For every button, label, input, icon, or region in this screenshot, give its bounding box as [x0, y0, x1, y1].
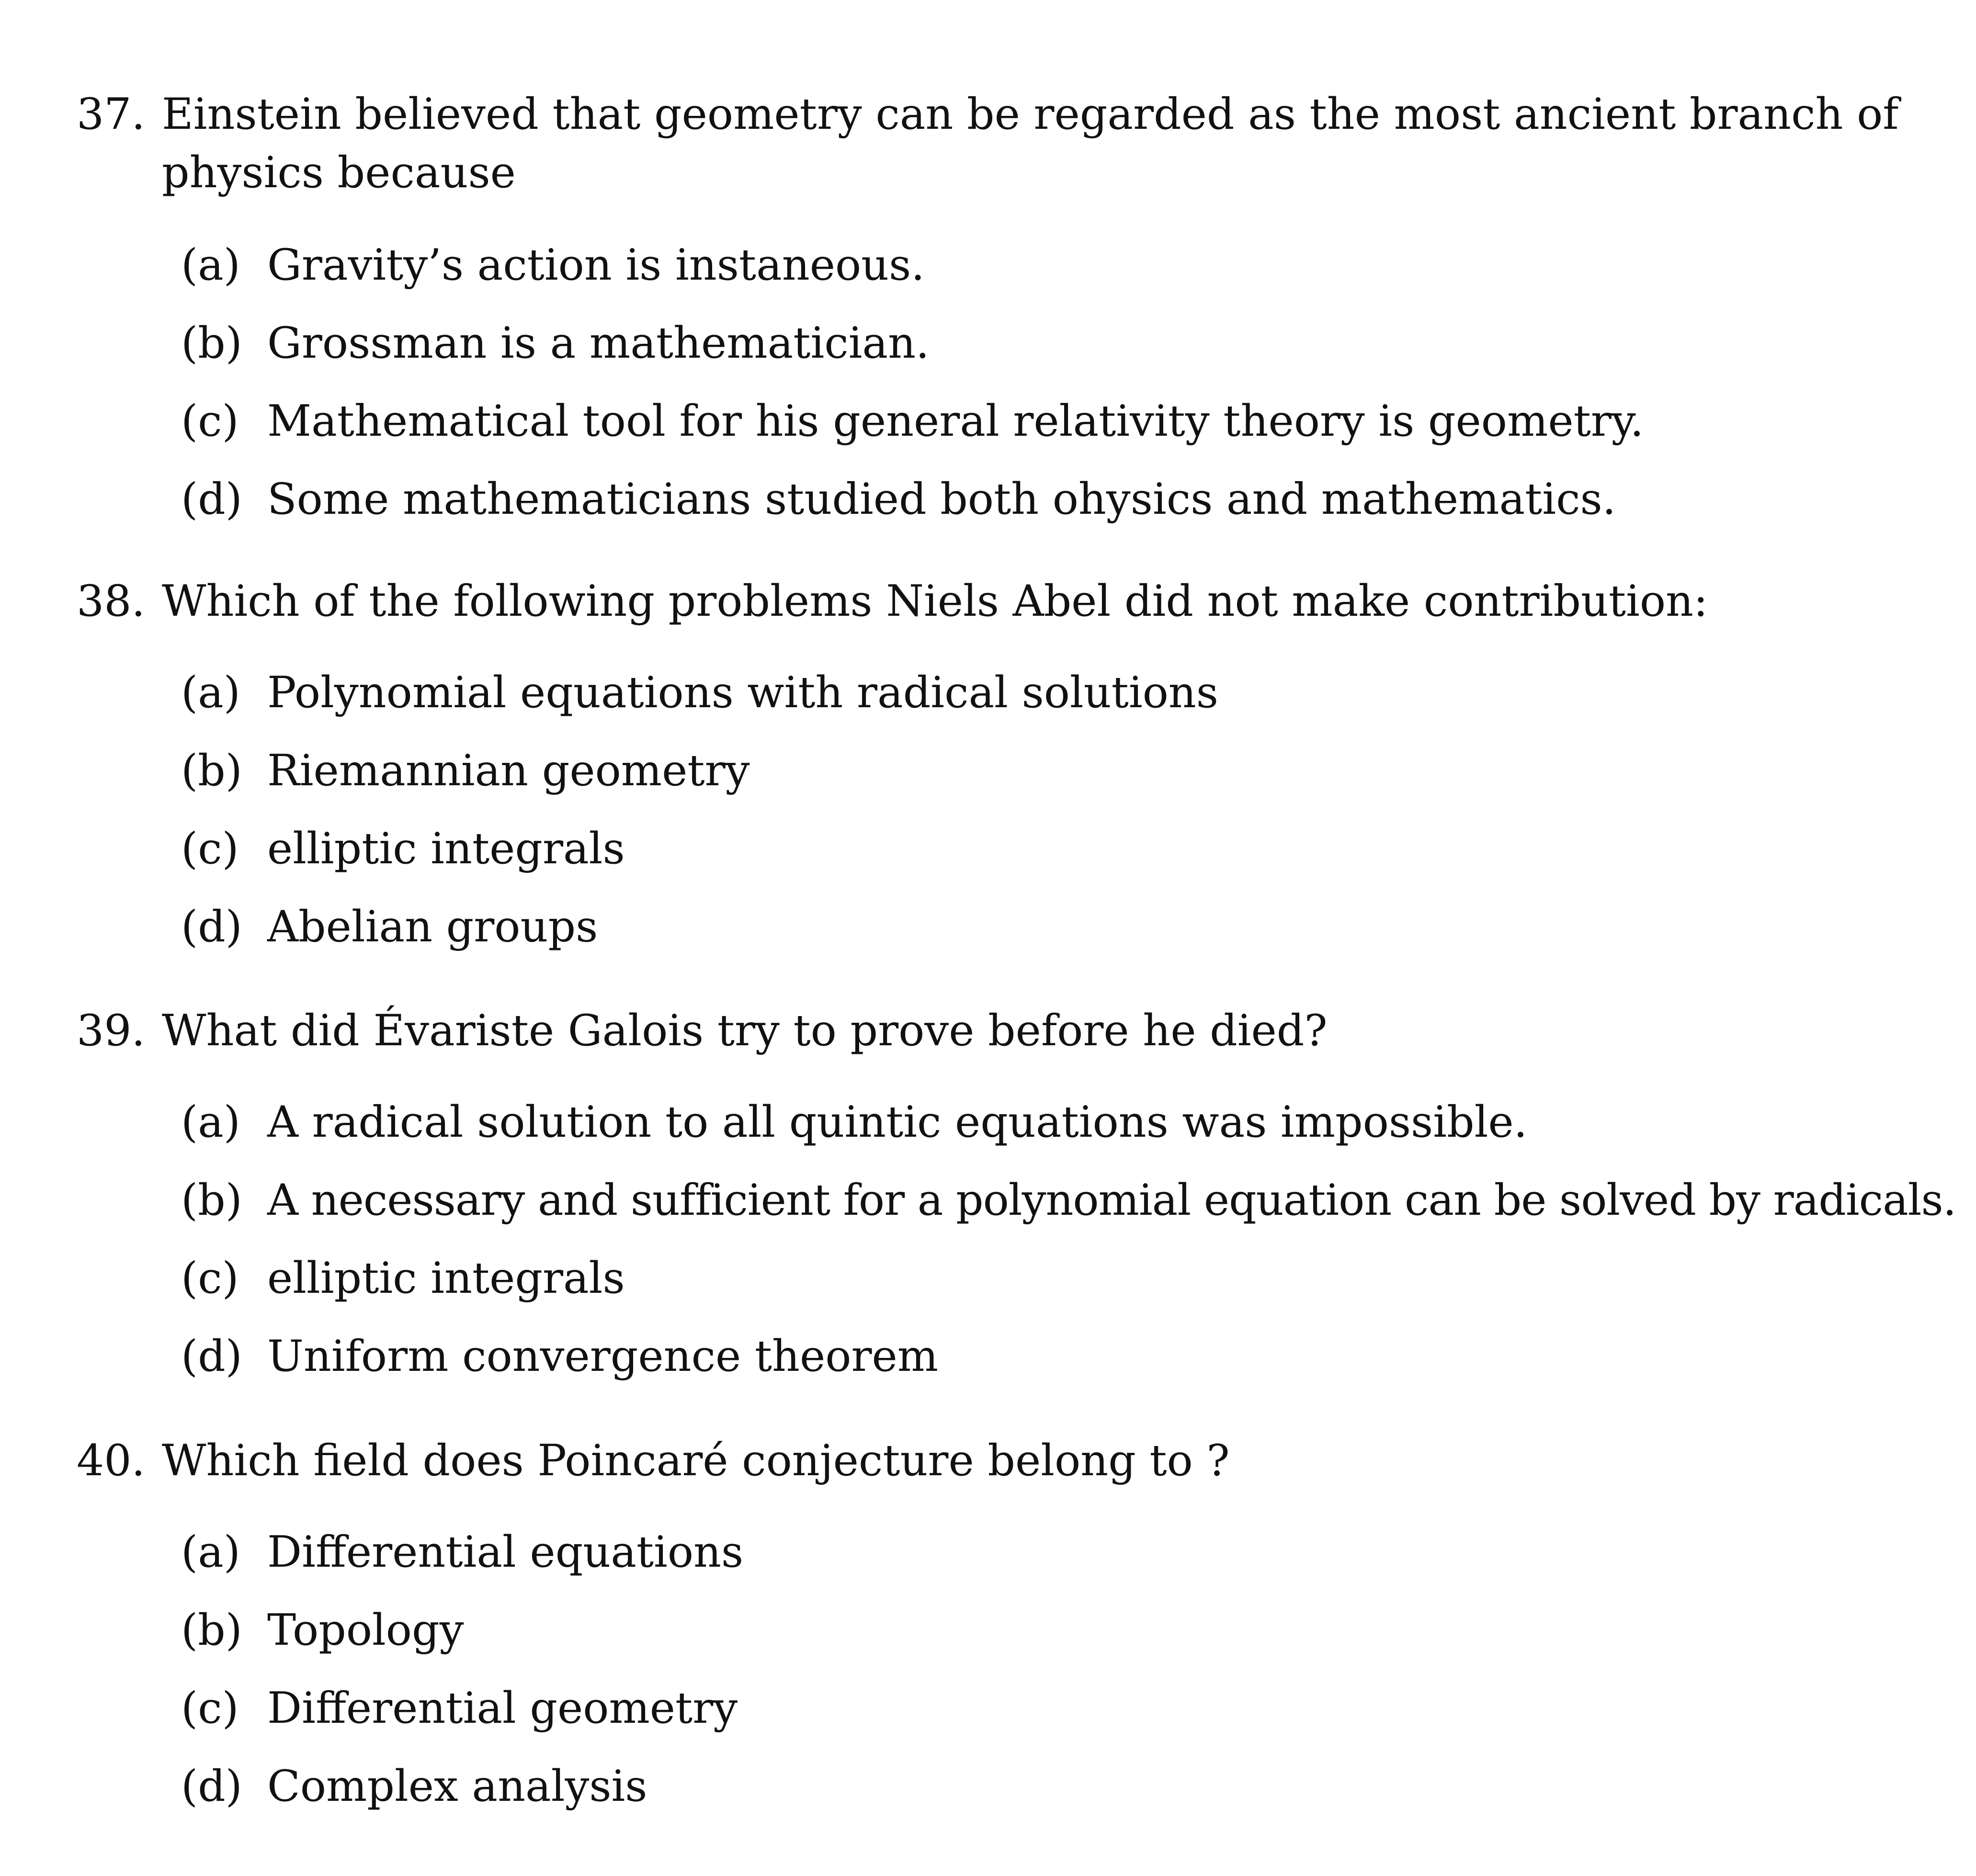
option-text: Complex analysis: [267, 1761, 647, 1811]
option-a: [77, 1513, 1925, 1591]
option-text: elliptic integrals: [267, 824, 625, 874]
option-text: Riemannian geometry: [267, 746, 750, 796]
option-letter: (a): [181, 240, 240, 290]
option-letter: (b): [181, 746, 242, 796]
option-letter: (b): [181, 1605, 242, 1655]
option-c: [77, 382, 1925, 460]
option-letter: (c): [181, 1253, 239, 1303]
option-list: [77, 226, 1925, 538]
question-text: Einstein believed that geometry can be regarded as the most ancient branch of physics because: [162, 89, 1899, 198]
question-stem: [77, 1002, 1925, 1060]
question-37: [77, 85, 1925, 538]
option-a: [77, 654, 1925, 732]
question-39: [77, 1002, 1956, 1395]
option-a: [77, 226, 1925, 304]
option-d: [77, 1317, 1925, 1395]
question-stem: [77, 572, 1925, 631]
option-d: [77, 1747, 1925, 1825]
option-text: Grossman is a mathematician.: [267, 318, 930, 368]
option-letter: (a): [181, 1097, 240, 1147]
option-text: Some mathematicians studied both ohysics and mathematics.: [267, 474, 1616, 524]
option-c: [77, 1669, 1925, 1747]
option-text: elliptic integrals: [267, 1253, 625, 1303]
option-text: Differential equations: [267, 1527, 744, 1577]
question-40: [77, 1432, 1925, 1825]
question-number: 37.: [77, 89, 146, 139]
question-text: Which of the following problems Niels Abel did not make contribution:: [162, 576, 1708, 626]
option-letter: (c): [181, 824, 239, 874]
question-text: Which field does Poincaré conjecture belong to ?: [162, 1435, 1230, 1486]
option-b: [77, 732, 1925, 810]
option-text: Uniform convergence theorem: [267, 1331, 939, 1381]
option-b: [77, 304, 1925, 382]
option-letter: (b): [181, 1175, 242, 1225]
option-c: [77, 810, 1925, 888]
question-38: [77, 572, 1925, 966]
question-number: 40.: [77, 1435, 146, 1486]
option-text: A radical solution to all quintic equations was impossible.: [267, 1097, 1528, 1147]
option-list: [77, 1083, 1956, 1395]
option-letter: (b): [181, 318, 242, 368]
option-list: [77, 654, 1925, 966]
question-stem: [77, 85, 1925, 202]
option-b: [77, 1161, 1956, 1239]
option-a: [77, 1083, 1925, 1161]
question-stem: [77, 1432, 1925, 1490]
option-text: Gravity’s action is instaneous.: [267, 240, 925, 290]
option-text: Differential geometry: [267, 1683, 738, 1733]
question-number: 38.: [77, 576, 146, 626]
option-text: Abelian groups: [267, 902, 598, 952]
question-text: What did Évariste Galois try to prove before he died?: [162, 1006, 1328, 1056]
option-text: Polynomial equations with radical solutions: [267, 667, 1218, 718]
option-b: [77, 1591, 1925, 1669]
option-letter: (d): [181, 1761, 242, 1811]
option-text: A necessary and sufficient for a polynomial equation can be solved by radicals.: [267, 1175, 1956, 1225]
option-letter: (d): [181, 474, 242, 524]
option-letter: (c): [181, 396, 239, 446]
question-number: 39.: [77, 1006, 146, 1056]
option-d: [77, 888, 1925, 966]
option-letter: (c): [181, 1683, 239, 1733]
option-text: Mathematical tool for his general relativity theory is geometry.: [267, 396, 1644, 446]
option-text: Topology: [267, 1605, 464, 1655]
option-list: [77, 1513, 1925, 1825]
option-letter: (a): [181, 1527, 240, 1577]
option-letter: (a): [181, 667, 240, 718]
option-letter: (d): [181, 1331, 242, 1381]
option-letter: (d): [181, 902, 242, 952]
option-c: [77, 1239, 1925, 1317]
option-d: [77, 460, 1925, 538]
